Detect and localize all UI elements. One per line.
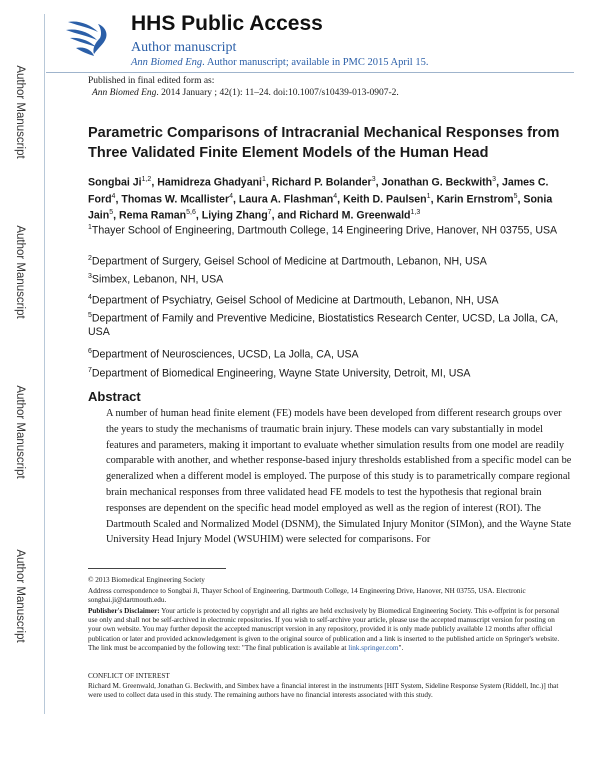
affiliation-number: 1 [88,224,92,231]
author-name: Richard M. Greenwald [299,209,411,222]
author-affiliation-number: 5 [109,209,114,217]
citation-line: Ann Biomed Eng. 2014 January ; 42(1): 11–24. doi:10.1007/s10439-013-0907-2. [92,88,399,98]
author-name: Richard P. Bolander [271,176,372,189]
author-affiliation-number: 1 [262,176,266,183]
conflict-heading: CONFLICT OF INTEREST [88,672,170,680]
author-affiliation-number: 4 [333,192,338,200]
author-name: Keith D. Paulsen [343,193,427,206]
author-affiliation-number: 1 [426,192,431,200]
affiliation [88,270,563,287]
affiliation-text: Department of Psychiatry, Geisel School of Medicine at Dartmouth, Lebanon, NH, USA [91,294,499,307]
author-name: Songbai Ji [88,176,142,189]
author-separator: , [375,176,382,189]
header-rule [46,72,574,73]
springer-link[interactable]: link.springer.com [348,643,399,652]
disclaimer-label: Publisher's Disclaimer: [88,607,160,615]
publisher-disclaimer: Publisher's Disclaimer: Your article is protected by copyright and all rights are held exclusively by Biomedical Engineering Society. This e-offprint is for personal use only and shall not be self-archived in electronic repositories. If you wish to self-archive your article, please use the accepted manuscript version for posting on your own website. You may further deposit the accepted manuscript version in any repository, provided it is only made publicly available 12 months after official publication or later and provided acknowledgement is given to the original source of publication and a link is inserted to the published article on Springer's website. The link must be accompanied by the following text: "The final publication is available at link.springer.com". [88,607,560,652]
affiliation [88,291,563,308]
affiliation-number: 6 [88,348,92,355]
published-in-label: Published in final edited form as: [88,76,215,86]
author-affiliation-number: 7 [267,209,272,217]
author-name: Laura A. Flashman [238,193,334,206]
author-list [88,173,563,223]
author-manuscript-subtitle: Author manuscript [131,40,237,55]
author-separator: , and [271,209,300,222]
conflict-text: Richard M. Greenwald, Jonathan G. Beckwith, and Simbex have a financial interest in the instruments [HIT System, Sideline Response System (Riddell, Inc.)] that were used to collect data used in this study. The remaining authors have no financial interests associated with this study. [88,682,559,700]
sidebar-divider [44,14,45,714]
journal-name: Ann Biomed Eng [131,57,203,68]
abstract-text: A number of human head finite element (FE) models have been developed from different research groups over the years to study the mechanisms of traumatic brain injury. These models can vary substantially in model features and parameters, making it important to evaluate whether simulation results from one model are readily comparable with another, and whether response-based injury thresholds established from a specific model can be generalized when a different model is employed. The purpose of this study is to parametrically compare regional brain mechanical responses from three validated head FE models to test the hypothesis that regional brain responses are dependent on the specific head model employed as well as the region of interest (ROI). The Dartmouth Scaled and Normalized Model (DSNM), the Simulated Injury Monitor (SIMon), and the Wayne State University Head Injury Model (WSUHIM) were selected for comparisons. For [106,408,572,546]
author-separator: , [517,193,524,206]
author-affiliation-number: 3 [492,176,497,183]
author-separator: , [115,193,122,206]
affiliation-text: Thayer School of Engineering, Dartmouth College, 14 Engineering Drive, Hanover, NH 03755, USA [91,224,558,237]
author-manuscript-sidebar: Author Manuscript Author Manuscript Author Manuscript Author Manuscript [14,65,26,643]
affiliation [88,221,563,238]
author-separator: , [265,176,272,189]
affiliation [88,252,563,269]
author-name: Jonathan G. Beckwith [381,176,493,189]
affiliation-text: Simbex, Lebanon, NH, USA [91,273,224,286]
author-separator: , [151,176,158,189]
affiliation-number: 2 [88,255,92,262]
affiliation [88,364,563,381]
author-separator: , [337,193,344,206]
author-name: Sonia Jain [88,193,553,222]
hhs-eagle-logo-icon [64,16,112,62]
affiliation [88,345,563,362]
author-name: Liying Zhang [201,209,268,222]
affiliation-text: Department of Biomedical Engineering, Wayne State University, Detroit, MI, USA [91,367,471,380]
availability-line: Ann Biomed Eng. Author manuscript; available in PMC 2015 April 15. [131,57,429,68]
author-separator: , [496,176,502,189]
author-name: Thomas W. Mcallister [121,193,230,206]
author-affiliation-number: 4 [229,192,233,200]
affiliation-text: Department of Surgery, Geisel School of Medicine at Dartmouth, Lebanon, NH, USA [91,255,487,268]
author-separator: , [195,209,202,222]
affiliation-text: Department of Family and Preventive Medicine, Biostatistics Research Center, UCSD, La Jolla, CA, USA [88,312,559,339]
affiliation-text: Department of Neurosciences, UCSD, La Jolla, CA, USA [91,348,359,361]
author-separator: , [232,193,239,206]
author-name: Rema Raman [119,209,187,222]
affiliation-number: 4 [88,294,92,301]
affiliation-number: 5 [88,312,92,319]
author-affiliation-number: 5,6 [186,209,196,217]
citation-journal: Ann Biomed Eng [92,88,157,98]
author-affiliation-number: 4 [111,192,116,200]
abstract-heading: Abstract [88,389,141,404]
author-affiliation-number: 3 [371,176,376,183]
author-name: Hamidreza Ghadyani [157,176,262,189]
hhs-public-access-title: HHS Public Access [131,12,323,35]
article-title: Parametric Comparisons of Intracranial Mechanical Responses from Three Validated Finite Element Models of the Human Head [88,125,560,161]
affiliation-number: 3 [88,273,92,280]
author-affiliation-number: 1,3 [410,209,421,217]
author-separator: , [113,209,119,222]
affiliation [88,309,563,340]
footnote-rule [88,568,226,569]
author-name: James C. Ford [88,176,549,206]
affiliation-number: 7 [88,367,92,374]
correspondence-note: Address correspondence to Songbai Ji, Thayer School of Engineering, Dartmouth College, 14 Engineering Drive, Hanover, NH 03755, USA. Electronic songbai.ji@dartmouth.edu. [88,587,526,605]
copyright-note: © 2013 Biomedical Engineering Society [88,576,205,584]
author-separator: , [430,193,437,206]
author-affiliation-number: 1,2 [141,176,152,183]
author-affiliation-number: 5 [513,192,518,200]
author-name: Karin Ernstrom [436,193,514,206]
